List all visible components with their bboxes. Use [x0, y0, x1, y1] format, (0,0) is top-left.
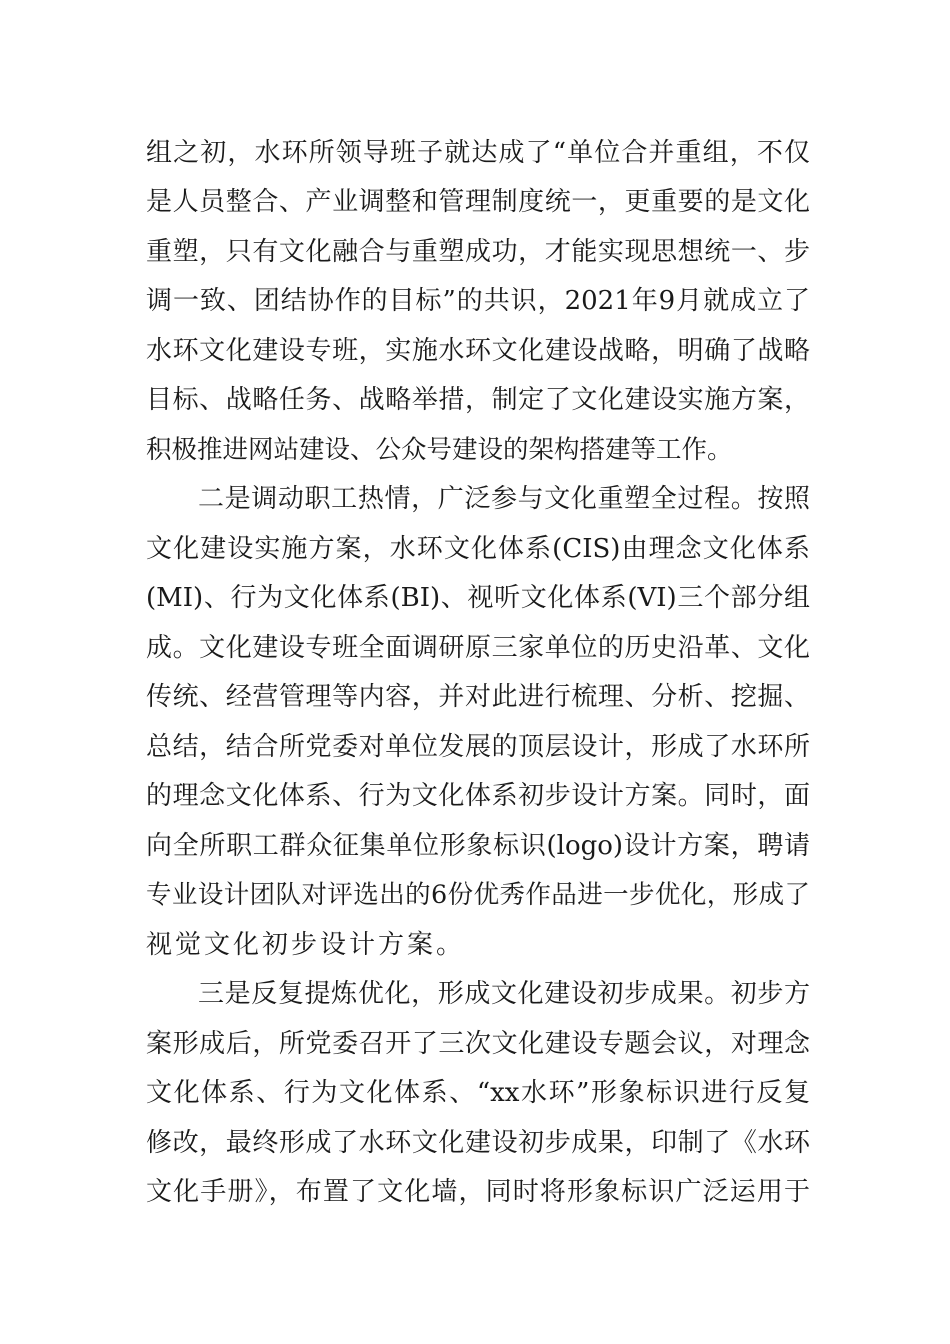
paragraph-1-line-5: 水环文化建设专班，实施水环文化建设战略，明确了战略	[146, 336, 810, 366]
paragraph-2-line-2: 文化建设实施方案，水环文化体系(CIS)由理念文化体系	[146, 534, 810, 564]
paragraph-1-line-3: 重塑，只有文化融合与重塑成功，才能实现思想统一、步	[146, 237, 810, 267]
paragraph-1-line-4: 调一致、团结协作的目标”的共识，2021年9月就成立了	[146, 286, 810, 316]
paragraph-3-line-4: 修改，最终形成了水环文化建设初步成果，印制了《水环	[146, 1128, 810, 1158]
paragraph-2-line-4: 成。文化建设专班全面调研原三家单位的历史沿革、文化	[146, 633, 810, 663]
paragraph-2-line-1: 二是调动职工热情，广泛参与文化重塑全过程。按照	[198, 484, 810, 514]
paragraph-2-line-3: (MI)、行为文化体系(BI)、视听文化体系(VI)三个部分组	[146, 583, 810, 613]
paragraph-1-line-6: 目标、战略任务、战略举措，制定了文化建设实施方案，	[146, 385, 810, 415]
paragraph-2-line-5: 传统、经营管理等内容，并对此进行梳理、分析、挖掘、	[146, 682, 810, 712]
paragraph-2-line-6: 总结，结合所党委对单位发展的顶层设计，形成了水环所	[146, 732, 810, 762]
paragraph-2-line-7: 的理念文化体系、行为文化体系初步设计方案。同时，面	[146, 781, 810, 811]
paragraph-3-line-5: 文化手册》，布置了文化墙，同时将形象标识广泛运用于	[146, 1177, 810, 1207]
paragraph-3-line-3: 文化体系、行为文化体系、“xx水环”形象标识进行反复	[146, 1078, 810, 1108]
paragraph-1-line-2: 是人员整合、产业调整和管理制度统一，更重要的是文化	[146, 187, 810, 217]
paragraph-2-line-9: 专业设计团队对评选出的6份优秀作品进一步优化，形成了	[146, 880, 810, 910]
paragraph-3-line-1: 三是反复提炼优化，形成文化建设初步成果。初步方	[198, 979, 810, 1009]
paragraph-3-line-2: 案形成后，所党委召开了三次文化建设专题会议，对理念	[146, 1029, 810, 1059]
paragraph-2-line-8: 向全所职工群众征集单位形象标识(logo)设计方案，聘请	[146, 831, 810, 861]
paragraph-2-line-10: 视觉文化初步设计方案。	[146, 930, 466, 960]
paragraph-1-line-1: 组之初，水环所领导班子就达成了“单位合并重组，不仅	[146, 138, 810, 168]
paragraph-1-line-7: 积极推进网站建设、公众号建设的架构搭建等工作。	[146, 435, 733, 465]
